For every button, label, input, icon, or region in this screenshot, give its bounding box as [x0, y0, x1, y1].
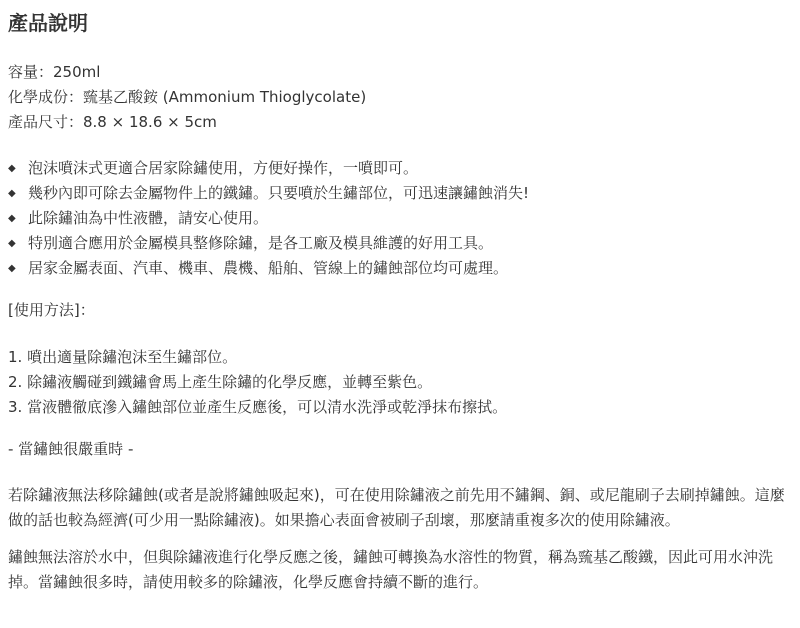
spec-dimensions: 產品尺寸：8.8 × 18.6 × 5cm	[8, 113, 217, 131]
product-specs	[8, 60, 794, 135]
page-title: 產品說明	[8, 11, 88, 35]
diamond-bullet-icon: ◆	[8, 213, 16, 224]
feature-list	[8, 156, 794, 281]
spec-ingredient: 化學成份：巰基乙酸銨 (Ammonium Thioglycolate)	[8, 88, 367, 106]
severe-rust-paragraph: 若除鏽液無法移除鏽蝕(或者是說將鏽蝕吸起來)，可在使用除鏽液之前先用不鏽鋼、銅、或尼龍刷子去刷掉鏽蝕。這麼做的話也較為經濟(可少用一點除鏽液)。如果擔心表面會被刷子刮壞，那麼請重複多次的使用除鏽液。	[8, 486, 785, 529]
feature-text: 特別適合應用於金屬模具整修除鏽，是各工廠及模具維護的好用工具。	[28, 234, 494, 252]
usage-step: 2. 除鏽液觸碰到鐵鏽會馬上產生除鏽的化學反應，並轉至紫色。	[8, 373, 433, 391]
diamond-bullet-icon: ◆	[8, 263, 16, 274]
usage-steps	[8, 345, 794, 420]
diamond-bullet-icon: ◆	[8, 163, 16, 174]
feature-text: 幾秒內即可除去金屬物件上的鐵鏽。只要噴於生鏽部位，可迅速讓鏽蝕消失!	[28, 184, 530, 202]
feature-item	[8, 206, 794, 231]
feature-item	[8, 256, 794, 281]
feature-text: 此除鏽油為中性液體，請安心使用。	[28, 209, 269, 227]
usage-heading: [使用方法]：	[8, 301, 95, 319]
usage-step: 3. 當液體徹底滲入鏽蝕部位並產生反應後，可以清水洗淨或乾淨抹布擦拭。	[8, 398, 508, 416]
feature-item	[8, 156, 794, 181]
usage-step: 1. 噴出適量除鏽泡沫至生鏽部位。	[8, 348, 238, 366]
severe-rust-paragraph: 鏽蝕無法溶於水中，但與除鏽液進行化學反應之後，鏽蝕可轉換為水溶性的物質，稱為巰基乙酸鐵，因此可用水沖洗掉。當鏽蝕很多時，請使用較多的除鏽液，化學反應會持續不斷的進行。	[8, 548, 774, 591]
severe-rust-heading: - 當鏽蝕很嚴重時 -	[8, 440, 134, 458]
feature-text: 居家金屬表面、汽車、機車、農機、船舶、管線上的鏽蝕部位均可處理。	[28, 259, 509, 277]
diamond-bullet-icon: ◆	[8, 238, 16, 249]
spec-capacity: 容量：250ml	[8, 63, 101, 81]
feature-item	[8, 181, 794, 206]
diamond-bullet-icon: ◆	[8, 188, 16, 199]
feature-text: 泡沫噴沫式更適合居家除鏽使用，方便好操作，一噴即可。	[28, 159, 419, 177]
feature-item	[8, 231, 794, 256]
